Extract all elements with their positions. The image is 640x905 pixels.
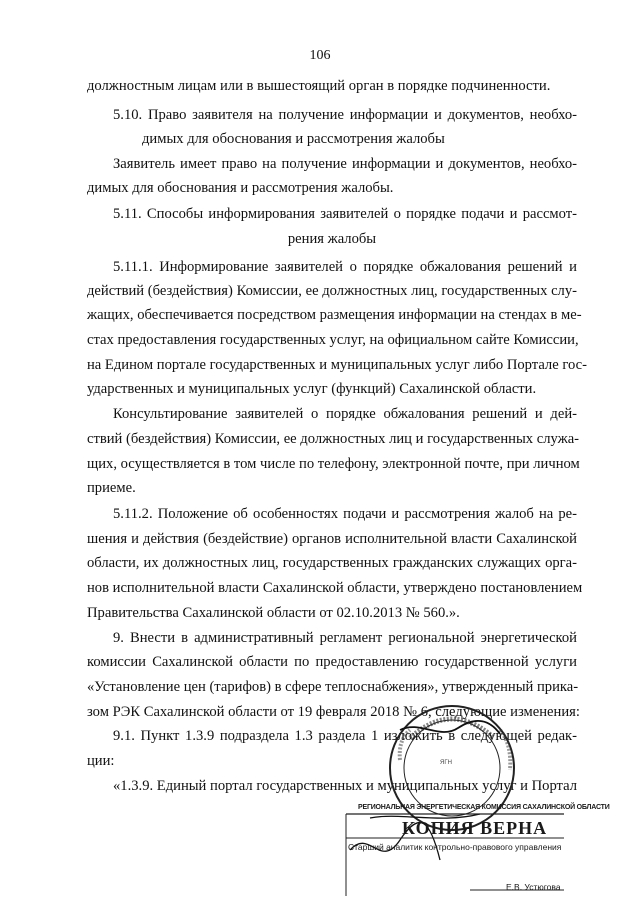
page-number: 106 [309,48,331,63]
text-line: области, их должностных лиц, государственных гражданских служащих орга- [87,555,577,571]
text-line: 5.10. Право заявителя на получение информации и документов, необхо- [113,107,577,123]
text-line: действий (бездействия) Комиссии, ее должностных лиц, государственных слу- [87,283,577,299]
stamp-organization: РЕГИОНАЛЬНАЯ ЭНЕРГЕТИЧЕСКАЯ КОМИССИЯ САХАЛИНСКОЙ ОБЛАСТИ [358,804,610,811]
text-line: ствий (бездействия) Комиссии, ее должностных лиц и государственных служа- [87,431,580,447]
text-line: жащих, обеспечивается посредством размещения информации на стендах в ме- [87,307,582,323]
text-line: нов исполнительной власти Сахалинской области, утверждено постановлением [87,580,583,596]
text-line: «1.3.9. Единый портал государственных и муниципальных услуг и Портал [113,778,577,794]
text-line: стах предоставления государственных услуг, на официальном сайте Комиссии, [87,332,579,348]
stamp-seal-icon [340,700,570,900]
text-line: комиссии Сахалинской области по предоставлению государственной услуги [87,654,577,670]
stamp-position: Старший аналитик контрольно-правового управления [348,842,562,852]
stamp-signer: Е.В. Устюгова [506,882,561,892]
text-line: 9. Внести в административный регламент региональной энергетической [113,630,577,646]
text-line: должностным лицам или в вышестоящий орган в порядке подчиненности. [87,78,551,94]
text-line: димых для обоснования и рассмотрения жалобы [142,131,445,147]
stamp-small-text: ЯГН [440,760,452,766]
text-line: 5.11. Способы информирования заявителей о порядке подачи и рассмот- [113,206,577,222]
text-line: 5.11.2. Положение об особенностях подачи и рассмотрения жалоб на ре- [113,506,577,522]
text-line: ударственных и муниципальных услуг (функций) Сахалинской области. [87,381,537,397]
text-line: Заявитель имеет право на получение информации и документов, необхо- [113,156,577,172]
text-line: шения и действия (бездействие) органов исполнительной власти Сахалинской [87,531,577,547]
text-line: 5.11.1. Информирование заявителей о порядке обжалования решений и [113,259,577,275]
text-line: Правительства Сахалинской области от 02.10.2013 № 560.». [87,605,460,621]
text-line: 9.1. Пункт 1.3.9 подраздела 1.3 раздела 1 изложить в следующей редак- [113,728,577,744]
text-line: рения жалобы [287,231,377,247]
text-line: приеме. [87,480,136,496]
text-line: ции: [87,753,115,769]
text-line: на Едином портале государственных и муниципальных услуг либо Портале гос- [87,357,587,373]
text-line: Консультирование заявителей о порядке обжалования решений и дей- [113,406,577,422]
text-line: щих, осуществляется в том числе по телефону, электронной почте, при личном [87,456,580,472]
text-line: зом РЭК Сахалинской области от 19 февраля 2018 № 6, следующие изменения: [87,704,580,720]
text-line: димых для обоснования и рассмотрения жалобы. [87,180,394,196]
text-line: «Установление цен (тарифов) в сфере теплоснабжения», утвержденный прика- [87,679,579,695]
stamp-copy-verified: КОПИЯ ВЕРНА [402,818,548,838]
